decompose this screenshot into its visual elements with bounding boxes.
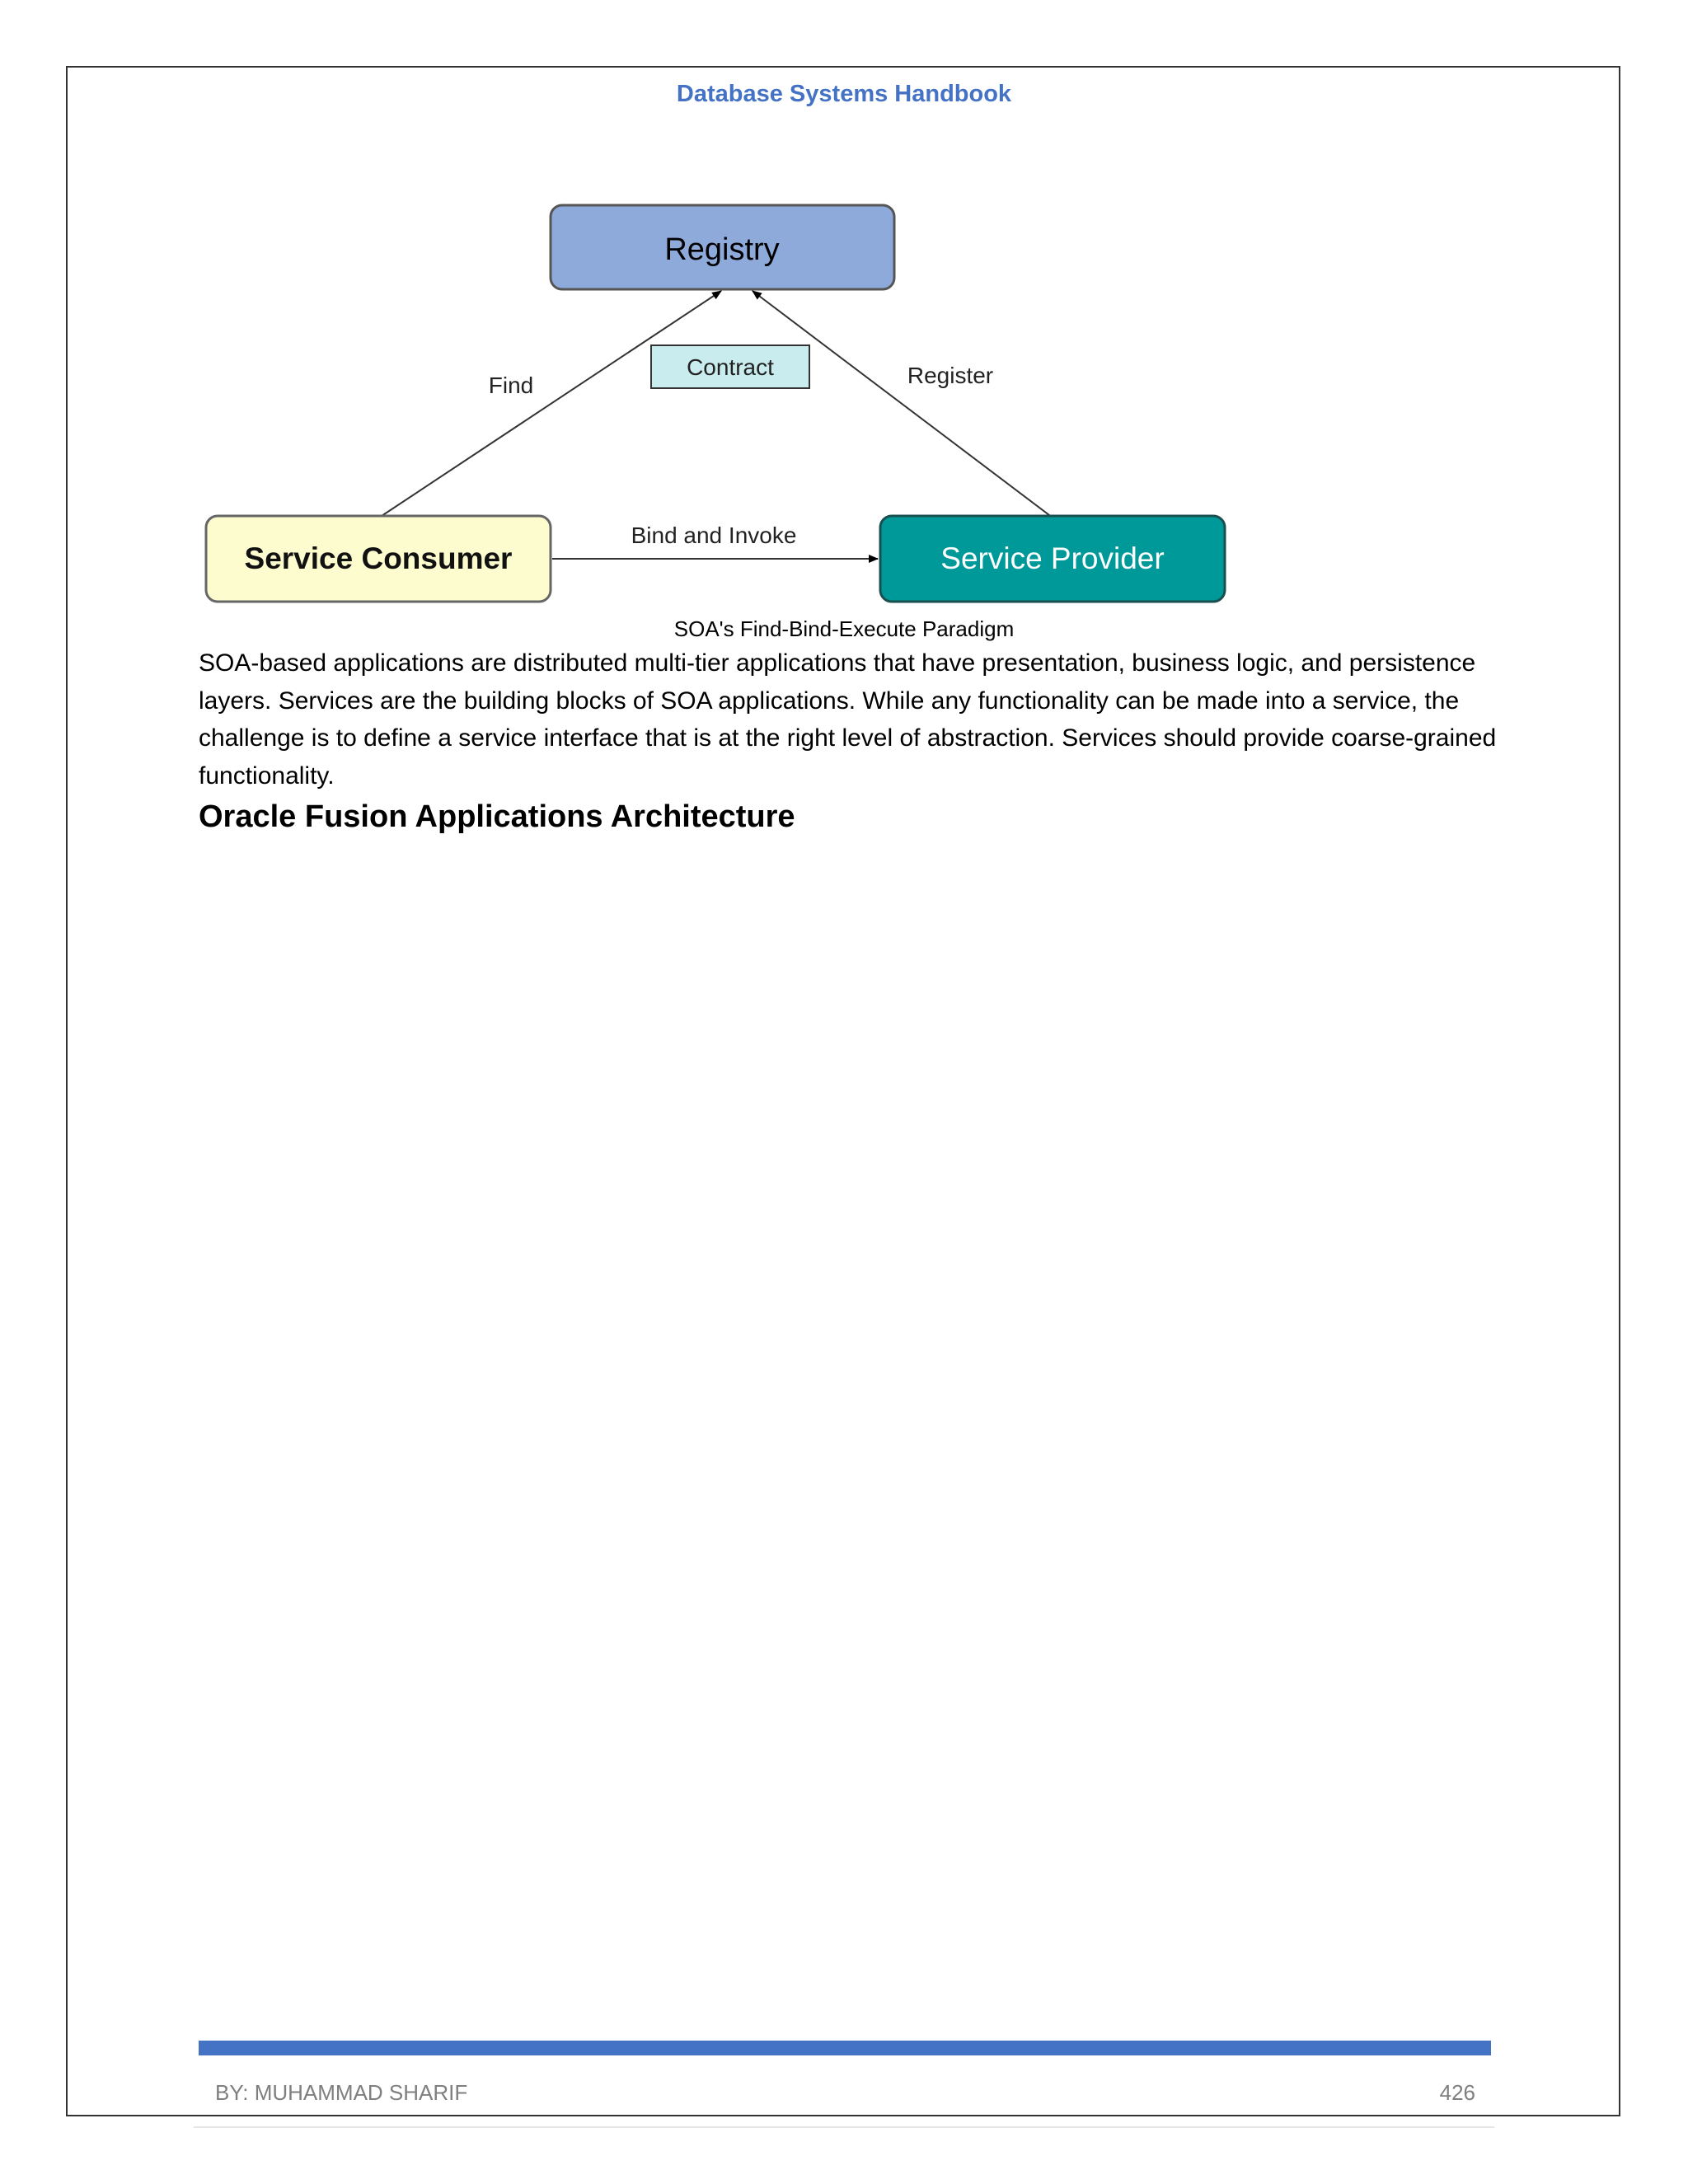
service-consumer-label: Service Consumer [244, 541, 513, 575]
find-label: Find [488, 373, 534, 398]
soa-diagram [202, 202, 1232, 606]
running-header: Database Systems Handbook [676, 81, 1012, 107]
register-arrow [753, 291, 1053, 518]
register-label: Register [907, 363, 994, 388]
figure-caption: SOA's Find-Bind-Execute Paradigm [673, 616, 1015, 641]
page-number: 426 [1439, 2080, 1475, 2105]
registry-label: Registry [664, 232, 780, 267]
footer-author: BY: MUHAMMAD SHARIF [215, 2080, 468, 2105]
section-heading: Oracle Fusion Applications Architecture [199, 799, 795, 834]
contract-node [651, 345, 809, 388]
bottom-rule [194, 2126, 1494, 2128]
footer-bar [199, 2041, 1491, 2055]
service-consumer-node [206, 516, 551, 602]
bind-invoke-label: Bind and Invoke [631, 523, 797, 548]
service-provider-node [880, 516, 1225, 602]
body-paragraph: SOA-based applications are distributed multi-tier applications that have presentation, business logic, and persistence layers. Services are the building blocks of SOA applications. While any functionality can be made into a service, the challenge is to define a service interface that is at the right level of abstraction. Services should provide coarse-grained functionality. [199, 649, 1497, 790]
contract-label: Contract [687, 354, 774, 380]
registry-node [551, 205, 894, 289]
service-provider-label: Service Provider [940, 541, 1165, 575]
find-arrow [379, 291, 721, 518]
